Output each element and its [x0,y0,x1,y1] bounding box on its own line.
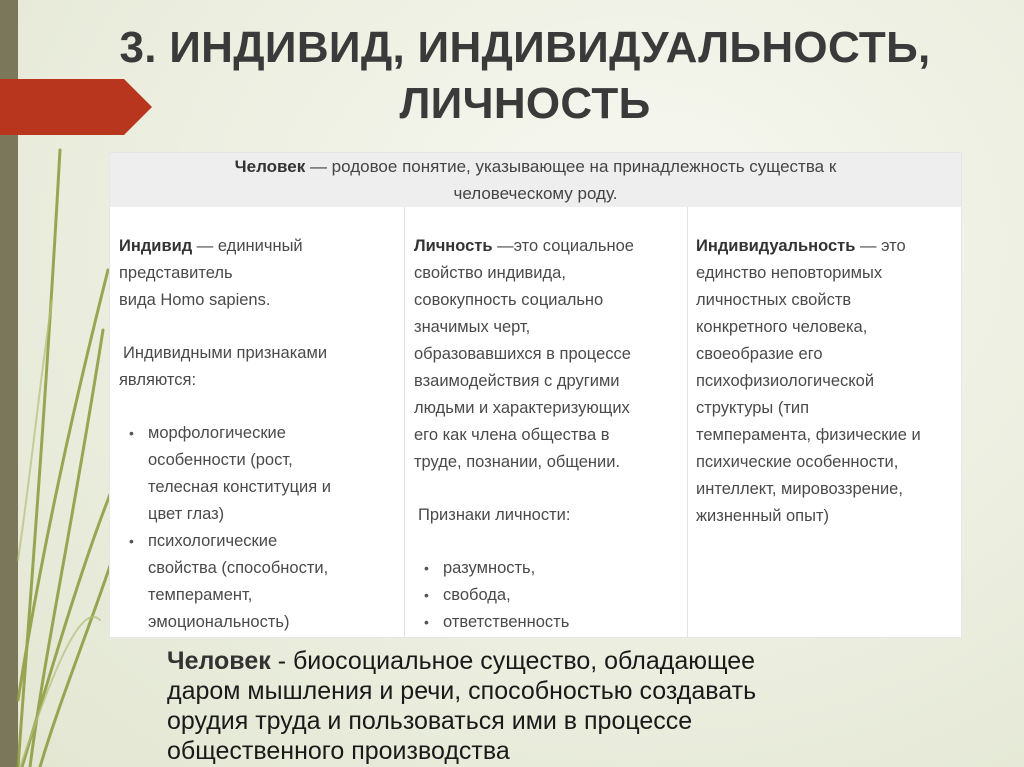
list-item-line: телесная конституция и [148,478,331,496]
individual-signs-line-1: Индивидными признаками [123,344,328,362]
list-item-line: темперамент, [148,586,253,604]
table-header-row [110,153,961,207]
personality-definition [414,233,687,476]
personality-def-line-5: образовавшихся в процессе [414,345,631,363]
personality-def-line-1: —это социальное [492,237,634,255]
individuality-definition [696,233,961,530]
individuality-def-line-11: жизненный опыт) [696,507,830,525]
personality-def-line-3: совокупность социально [414,291,604,309]
individual-signs-line-2: являются: [119,371,197,389]
header-line-1 [110,153,961,180]
header-term: Человек [234,157,306,176]
human-def-line-2: даром мышления и речи, способностью создавать [167,677,757,705]
human-term: Человек [167,647,271,675]
title-line-1: 3. ИНДИВИД, ИНДИВИДУАЛЬНОСТЬ, [119,23,931,72]
personality-signs-heading: Признаки личности: [418,506,571,524]
header-line-2: человеческому роду. [453,184,618,203]
personality-def-line-4: значимых черт, [414,318,531,336]
personality-term: Личность [414,237,493,255]
column-individuality [687,207,961,637]
individuality-def-line-2: единство неповторимых [696,264,883,282]
title-line-2: ЛИЧНОСТЬ [399,79,651,128]
individuality-def-line-10: интеллект, мировоззрение, [696,480,903,498]
individual-signs-list [119,420,404,636]
individual-def-line-3: вида Homo sapiens. [119,291,271,309]
individuality-term: Индивидуальность [696,237,856,255]
individuality-def-line-1: — это [855,237,906,255]
column-personality [404,207,688,637]
individuality-def-line-5: своеобразие его [696,345,823,363]
list-item-line: свойства (способности, [148,559,329,577]
list-item: • ответственность [414,609,687,636]
list-item-line: особенности (рост, [148,451,293,469]
individual-signs-heading [119,340,404,367]
concepts-table [110,153,961,637]
list-item: • свобода, [414,582,687,609]
individual-term: Индивид [119,237,193,255]
list-item [119,420,404,528]
list-item-line: • морфологические [148,424,286,442]
personality-def-line-2: свойство индивида, [414,264,566,282]
list-item-line: • психологические [148,532,278,550]
individuality-def-line-9: психические особенности, [696,453,899,471]
personality-def-line-7: людьми и характеризующих [414,399,630,417]
personality-def-line-8: его как члена общества в [414,426,610,444]
list-item-line: эмоциональность) [148,613,290,631]
list-item [119,528,404,636]
human-def-line-1: - биосоциальное существо, обладающее [270,647,756,675]
table-columns [110,207,961,637]
personality-signs-list [414,555,687,636]
personality-def-line-6: взаимодействия с другими [414,372,620,390]
column-individual [119,207,404,637]
header-text-1: — родовое понятие, указывающее на принадлежность существа к [305,157,837,176]
individuality-def-line-7: структуры (тип [696,399,810,417]
personality-def-line-9: труде, познании, общении. [414,453,621,471]
human-def-line-4: общественного производства [167,737,510,765]
individuality-def-line-6: психофизиологической [696,372,875,390]
individuality-def-line-3: личностных свойств [696,291,852,309]
list-item: • разумность, [414,555,687,582]
individual-def-line-2: представитель [119,264,233,282]
list-item-line: цвет глаз) [148,505,225,523]
individuality-def-line-8: темперамента, физические и [696,426,921,444]
slide-title [95,20,955,132]
individual-def-line-1: — единичный [192,237,303,255]
human-def-line-3: орудия труда и пользоваться ими в процессе [167,707,693,735]
human-definition [167,646,887,766]
individual-definition [119,233,404,314]
individuality-def-line-4: конкретного человека, [696,318,868,336]
